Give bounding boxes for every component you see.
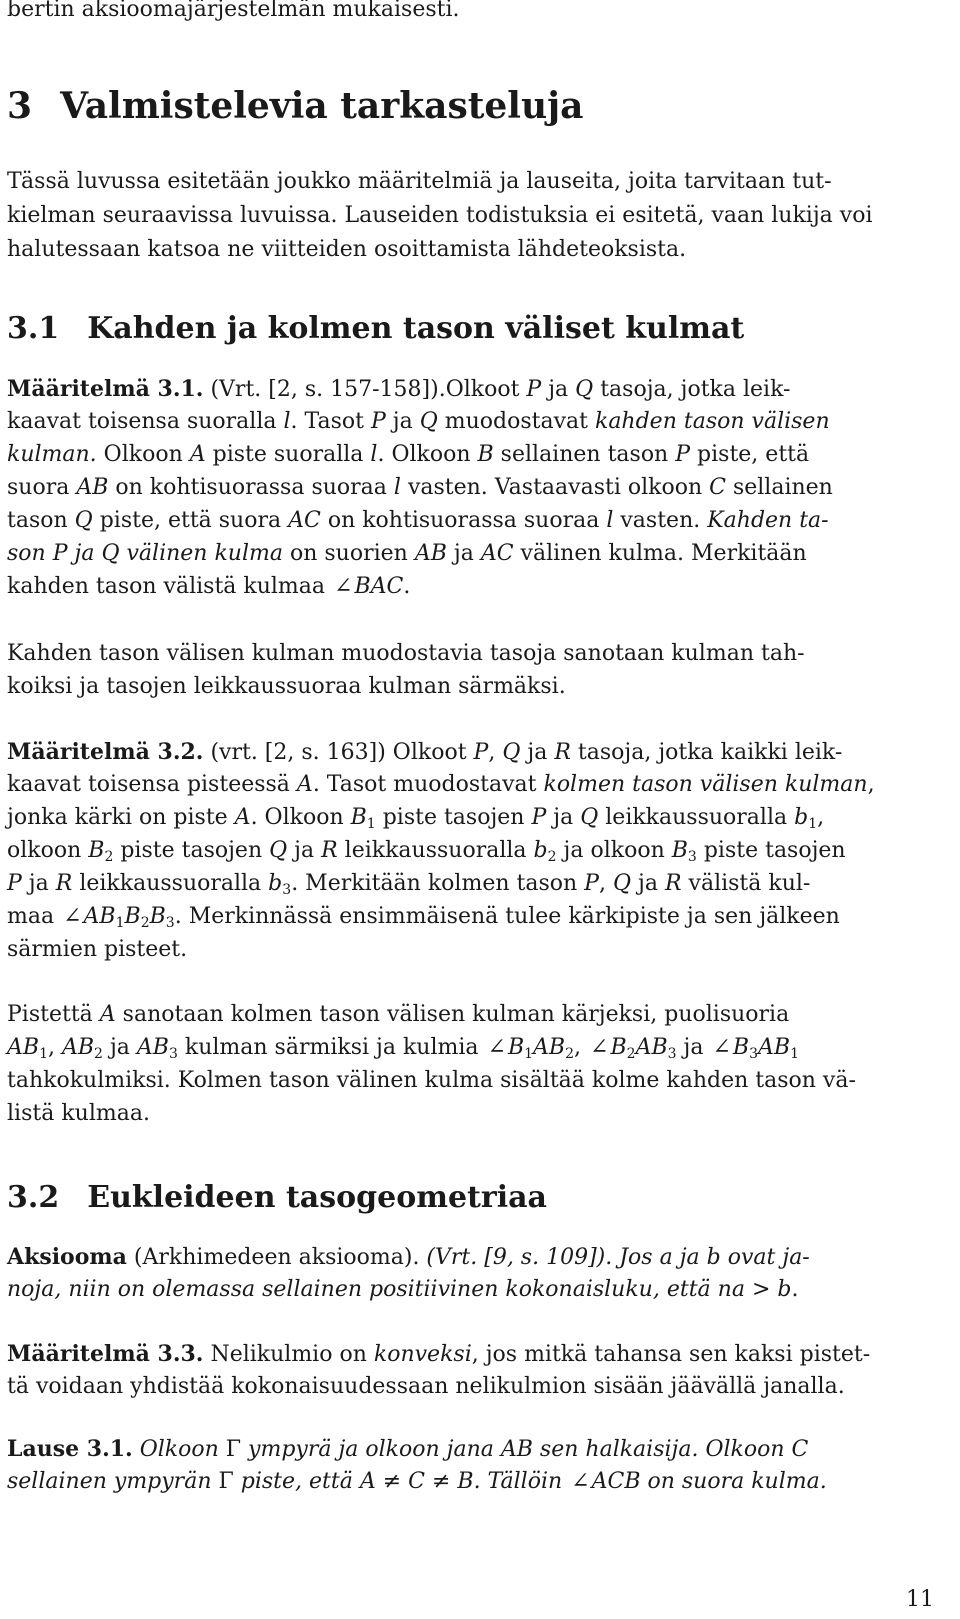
theorem-line: Lause 3.1. Olkoon Γ ympyrä ja olkoon jana AB sen halkaisija. Olkoon C xyxy=(7,1436,809,1462)
page-number: 11 xyxy=(906,1587,934,1612)
def-line: jonka kärki on piste A. Olkoon $B_1$ piste tasojen P ja Q leikkaussuoralla $b_1$, xyxy=(7,805,825,832)
def-line: son P ja Q välinen kulma on suorien AB ja AC välinen kulma. Merkitään xyxy=(7,541,807,566)
def-line: kaavat toisensa suoralla l. Tasot P ja Q muodostavat kahden tason välisen xyxy=(7,409,830,434)
section-title: Kahden ja kolmen tason väliset kulmat xyxy=(87,311,745,346)
angle-symbol: ∠ xyxy=(63,904,82,929)
def-line: Määritelmä 3.1. (Vrt. [2, s. 157-158]).Olkoot P ja Q tasoja, jotka leik- xyxy=(7,376,791,402)
angle-symbol: ∠ xyxy=(334,574,353,599)
theorem-line: sellainen ympyrän Γ piste, että A ≠ C ≠ B. Tällöin ∠ACB on suora kulma. xyxy=(7,1469,827,1494)
section-number: 3 xyxy=(7,85,33,127)
def-line: tä voidaan yhdistää kokonaisuudessaan nelikulmion sisään jäävällä janalla. xyxy=(7,1374,845,1399)
paragraph-line: tahkokulmiksi. Kolmen tason välinen kulma sisältää kolme kahden tason vä- xyxy=(7,1068,856,1093)
section-3-2-heading xyxy=(7,1180,547,1215)
def-line: olkoon $B_2$ piste tasojen Q ja R leikkaussuoralla $b_2$ ja olkoon $B_3$ piste tasojen xyxy=(7,838,846,865)
section-number: 3.2 xyxy=(7,1180,60,1215)
def-line: kaavat toisensa pisteessä A. Tasot muodostavat kolmen tason välisen kulman, xyxy=(7,772,875,797)
paragraph-line: Kahden tason välisen kulman muodostavia tasoja sanotaan kulman tah- xyxy=(7,641,805,666)
definition-label: Määritelmä 3.2. xyxy=(7,739,204,765)
intro-line-1: Tässä luvussa esitetään joukko määritelmiä ja lauseita, joita tarvitaan tut- xyxy=(7,169,832,194)
axiom-line: noja, niin on olemassa sellainen positiivinen kokonaisluku, että na > b. xyxy=(7,1277,799,1302)
def-line: Määritelmä 3.3. Nelikulmio on konveksi, jos mitkä tahansa sen kaksi pistet- xyxy=(7,1341,871,1367)
section-title: Eukleideen tasogeometriaa xyxy=(87,1180,547,1215)
def-line: tason Q piste, että suora AC on kohtisuorassa suoraa l vasten. Kahden ta- xyxy=(7,508,829,533)
paragraph-line: listä kulmaa. xyxy=(7,1101,150,1126)
definition-label: Määritelmä 3.1. xyxy=(7,376,204,402)
intro-line-2: kielman seuraavissa luvuissa. Lauseiden todistuksia ei esitetä, vaan lukija voi xyxy=(7,203,873,228)
section-title: Valmistelevia tarkasteluja xyxy=(60,85,584,127)
section-3-1-heading xyxy=(7,311,744,346)
def-line: särmien pisteet. xyxy=(7,937,188,962)
paragraph-line: $AB_1$, $AB_2$ ja $AB_3$ kulman särmiksi ja kulmia $\angle B_1AB_2$, $\angle B_2AB_3$ ja $\angle B_3AB_1$ xyxy=(7,1035,799,1062)
def-line: Määritelmä 3.2. (vrt. [2, s. 163]) Olkoot P, Q ja R tasoja, jotka kaikki leik- xyxy=(7,739,843,765)
section-3-heading xyxy=(7,85,584,127)
axiom-line: Aksiooma (Arkhimedeen aksiooma). (Vrt. [9, s. 109]). Jos a ja b ovat ja- xyxy=(7,1244,810,1270)
def-line: kulman. Olkoon A piste suoralla l. Olkoon B sellainen tason P piste, että xyxy=(7,442,810,467)
intro-line-3: halutessaan katsoa ne viitteiden osoittamista lähdeteoksista. xyxy=(7,237,687,262)
paragraph-line: Pistettä A sanotaan kolmen tason välisen kulman kärjeksi, puolisuoria xyxy=(7,1002,790,1027)
def-line: maa $\angle AB_1B_2B_3$. Merkinnässä ensimmäisenä tulee kärkipiste ja sen jälkeen xyxy=(7,904,840,931)
theorem-label: Lause 3.1. xyxy=(7,1436,133,1462)
definition-label: Määritelmä 3.3. xyxy=(7,1341,204,1367)
def-line: suora AB on kohtisuorassa suoraa l vasten. Vastaavasti olkoon C sellainen xyxy=(7,475,833,500)
section-number: 3.1 xyxy=(7,311,60,346)
def-line: kahden tason välistä kulmaa ∠BAC. xyxy=(7,574,411,599)
top-line: bertin aksioomajärjestelmän mukaisesti. xyxy=(7,0,460,22)
def-line: P ja R leikkaussuoralla $b_3$. Merkitään kolmen tason P, Q ja R välistä kul- xyxy=(7,871,811,898)
paragraph-line: koiksi ja tasojen leikkaussuoraa kulman särmäksi. xyxy=(7,674,566,699)
axiom-label: Aksiooma xyxy=(7,1244,127,1270)
reference: (Vrt. [2, s. 157-158]). xyxy=(210,377,446,402)
